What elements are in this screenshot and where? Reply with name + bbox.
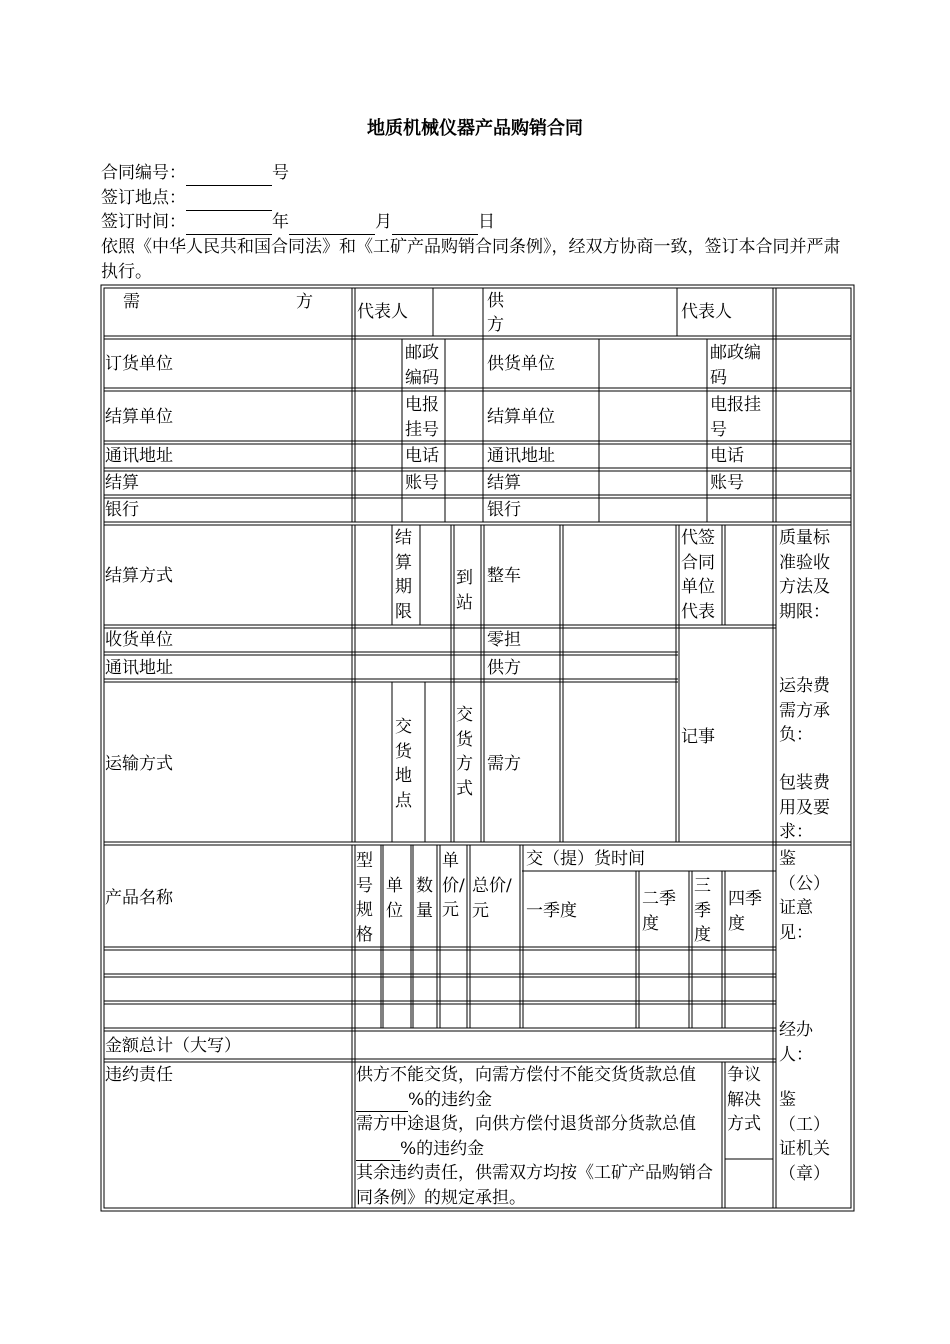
supply-account-label: 账号	[710, 473, 744, 493]
supply-address-label: 通讯地址	[487, 446, 555, 466]
q2-header: 二季度	[642, 889, 676, 934]
intro-paragraph: 依照《中华人民共和国合同法》和《工矿产品购销合同条例》，经双方协商一致，签订本合同并严肃执行。	[101, 237, 841, 282]
quality-standard-label: 质量标准验收方法及期限：	[779, 528, 830, 622]
breach-clause-3: 其余违约责任，供需双方均按《工矿产品购销合同条例》的规定承担。	[356, 1163, 713, 1208]
delivery-place-label: 交货地点	[395, 717, 412, 811]
transport-method-label: 运输方式	[105, 754, 173, 774]
settle-period-label: 结算期限	[395, 528, 412, 622]
supplier-freight-label: 供方	[487, 658, 521, 678]
supply-settle-label: 结算	[487, 473, 521, 493]
breach-clauses	[356, 1063, 722, 1210]
month-label: 月	[375, 212, 392, 232]
dispute-resolution-label: 争议解决方式	[727, 1065, 761, 1134]
demand-settle-unit-label: 结算单位	[105, 407, 173, 427]
settle-method-label: 结算方式	[105, 566, 173, 586]
breach-clause-1: 供方不能交货，向需方偿付不能交货货款总值%的违约金	[356, 1063, 722, 1112]
demand-address-label: 通讯地址	[105, 446, 173, 466]
order-unit-label: 订货单位	[105, 354, 173, 374]
receive-address-label: 通讯地址	[105, 658, 173, 678]
product-name-header: 产品名称	[105, 888, 173, 908]
supply-postal-code-label: 邮政编码	[710, 343, 761, 388]
day-label: 日	[478, 212, 495, 232]
supply-side-label-1: 供	[487, 291, 504, 311]
supply-bank-label: 银行	[487, 500, 521, 520]
total-amount-label: 金额总计（大写）	[105, 1036, 241, 1056]
handler-label: 经办人：	[779, 1020, 813, 1065]
quantity-header: 数量	[416, 876, 433, 921]
sign-time-label: 签订时间：	[101, 212, 186, 232]
document-title: 地质机械仪器产品购销合同	[367, 118, 583, 139]
supply-phone-label: 电话	[710, 446, 744, 466]
receive-unit-label: 收货单位	[105, 630, 173, 650]
notes-label: 记事	[681, 727, 715, 747]
supply-unit-label: 供货单位	[487, 354, 555, 374]
whole-car-label: 整车	[487, 566, 521, 586]
notary-seal-label: 鉴（工）证机关（章）	[779, 1090, 830, 1184]
demand-settle-label: 结算	[105, 473, 139, 493]
to-station-label: 到站	[456, 568, 473, 613]
demand-bank-label: 银行	[105, 500, 139, 520]
contract-number-suffix: 号	[272, 163, 289, 183]
q1-header: 一季度	[526, 901, 577, 921]
demand-representative-label: 代表人	[357, 302, 408, 322]
demand-telegram-label: 电报挂号	[405, 395, 439, 440]
supply-settle-unit-label: 结算单位	[487, 407, 555, 427]
demand-side-label-2: 方	[296, 292, 313, 312]
supply-representative-label: 代表人	[681, 302, 732, 322]
model-header: 型号规格	[356, 851, 373, 945]
contract-number-label: 合同编号：	[101, 163, 186, 183]
agent-rep-label: 代签合同单位代表	[681, 528, 715, 622]
demand-side-label-1: 需	[123, 292, 140, 312]
unit-header: 单位	[386, 876, 403, 921]
delivery-time-header: 交（提）货时间	[526, 849, 645, 869]
delivery-method-label: 交货方式	[456, 705, 473, 799]
freight-label: 运杂费需方承负：	[779, 676, 830, 745]
buyer-freight-label: 需方	[487, 754, 521, 774]
q4-header: 四季度	[728, 889, 762, 934]
year-label: 年	[272, 212, 289, 232]
breach-rate-1-field[interactable]	[356, 1095, 408, 1112]
packing-label: 包装费用及要求：	[779, 773, 830, 842]
unit-price-header: 单价/元	[442, 851, 465, 920]
demand-postal-code-label: 邮政编码	[405, 343, 439, 388]
supply-telegram-label: 电报挂号	[710, 395, 761, 440]
breach-clause-2: 需方中途退货，向供方偿付退货部分货款总值%的违约金	[356, 1112, 722, 1161]
q3-header: 三季度	[694, 876, 711, 945]
supply-side-label-2: 方	[487, 315, 504, 335]
sign-place-label: 签订地点：	[101, 188, 186, 208]
less-load-label: 零担	[487, 630, 521, 650]
demand-phone-label: 电话	[405, 446, 439, 466]
notary-opinion-label: 鉴（公）证意见：	[779, 849, 830, 943]
breach-label: 违约责任	[105, 1065, 173, 1085]
demand-account-label: 账号	[405, 473, 439, 493]
breach-rate-2-field[interactable]	[356, 1144, 400, 1161]
total-price-header: 总价/元	[472, 876, 512, 921]
